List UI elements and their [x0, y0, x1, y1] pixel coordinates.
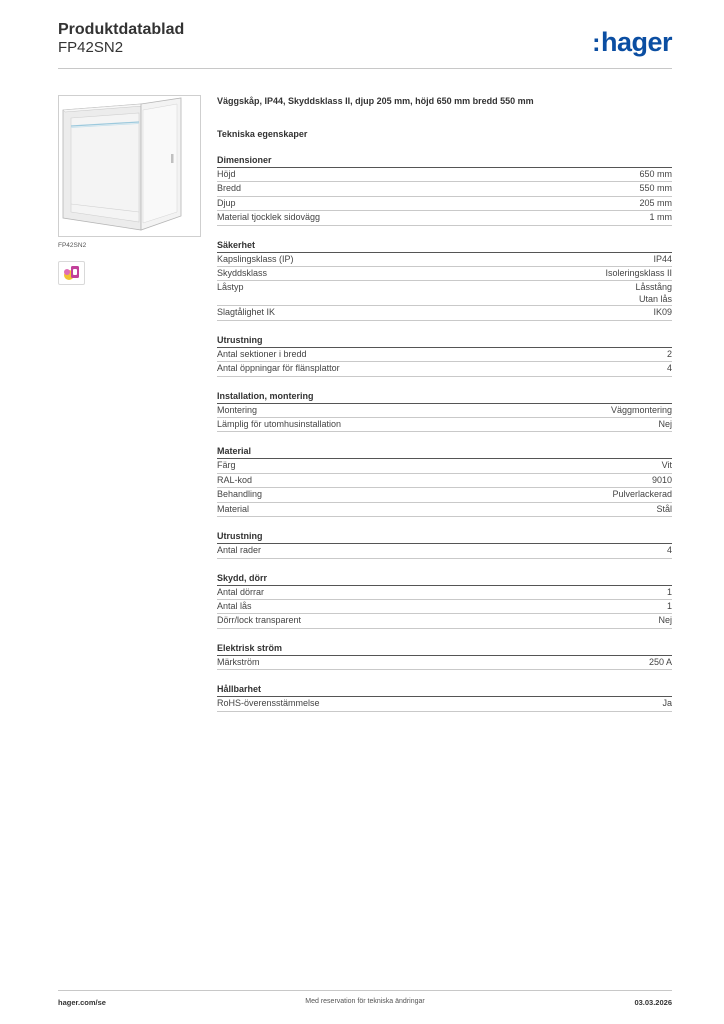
spec-section — [217, 530, 672, 558]
spec-label: Montering — [217, 404, 258, 415]
section-title: Dimensioner — [217, 154, 672, 168]
section-title: Skydd, dörr — [217, 572, 672, 586]
spec-row — [217, 362, 672, 376]
spec-row — [217, 182, 672, 196]
spec-value — [611, 404, 672, 417]
spec-value — [658, 614, 672, 627]
spec-label: Antal rader — [217, 545, 262, 556]
spec-row — [217, 614, 672, 628]
spec-section — [217, 154, 672, 226]
rohs-badge — [58, 261, 85, 285]
spec-section — [217, 572, 672, 629]
spec-label: Material — [217, 503, 250, 514]
spec-value-line: Låsstång — [635, 282, 672, 293]
spec-label: Lämplig för utomhusinstallation — [217, 419, 342, 430]
footer-date: 03.03.2026 — [634, 998, 672, 1007]
spec-row — [217, 600, 672, 614]
spec-value-line: Nej — [658, 615, 672, 626]
spec-row — [217, 459, 672, 473]
spec-label: Låstyp — [217, 282, 244, 293]
section-title: Utrustning — [217, 334, 672, 348]
spec-value — [649, 656, 672, 669]
spec-value-line: 550 mm — [639, 183, 672, 194]
spec-value-line: 650 mm — [639, 169, 672, 179]
spec-value-line: Vit — [661, 460, 672, 471]
section-title: Utrustning — [217, 530, 672, 544]
footer-divider — [58, 990, 672, 991]
spec-row — [217, 586, 672, 600]
spec-value-line: 250 A — [648, 656, 672, 667]
spec-label: Bredd — [217, 183, 242, 194]
spec-value — [605, 267, 672, 280]
spec-value-line: IK09 — [653, 307, 672, 318]
header-divider — [58, 68, 672, 69]
spec-value-line: Ja — [662, 698, 672, 709]
footer-disclaimer: Med reservation för tekniska ändringar — [305, 998, 425, 1005]
spec-value-line: Utan lås — [638, 294, 672, 305]
technical-properties-heading: Tekniska egenskaper — [217, 129, 308, 139]
spec-row — [217, 418, 672, 432]
spec-row — [217, 267, 672, 281]
spec-section — [217, 239, 672, 321]
spec-row — [217, 474, 672, 488]
spec-section — [217, 390, 672, 433]
cabinet-illustration — [59, 96, 200, 236]
spec-value — [662, 697, 672, 710]
spec-value — [653, 306, 672, 319]
spec-value — [667, 600, 672, 613]
spec-value-line: Nej — [658, 419, 672, 430]
spec-label: Dörr/lock transparent — [217, 615, 302, 626]
spec-value — [658, 418, 672, 431]
spec-value-line: 2 — [666, 348, 672, 359]
spec-label: Antal lås — [217, 600, 252, 611]
product-code: FP42SN2 — [58, 39, 124, 56]
spec-value-line: 1 — [666, 600, 672, 611]
spec-value — [667, 348, 672, 361]
spec-sections — [217, 154, 672, 712]
spec-label: Antal dörrar — [217, 586, 265, 597]
spec-section — [217, 642, 672, 670]
spec-value — [656, 503, 672, 516]
spec-row — [217, 488, 672, 502]
technical-data — [217, 95, 672, 712]
spec-row — [217, 404, 672, 418]
image-caption: FP42SN2 — [58, 242, 87, 249]
spec-value — [612, 488, 672, 501]
spec-value — [639, 168, 672, 181]
spec-label: Behandling — [217, 489, 263, 500]
document-title: Produktdatablad — [58, 21, 185, 38]
spec-value-line: 4 — [666, 545, 672, 556]
spec-value-line: 1 mm — [649, 212, 672, 223]
spec-row — [217, 697, 672, 711]
section-title: Installation, montering — [217, 390, 672, 404]
logo-text: hager — [600, 27, 672, 57]
spec-label: Material tjocklek sidovägg — [217, 212, 321, 223]
spec-row — [217, 168, 672, 182]
hager-logo: :hager — [592, 27, 672, 57]
spec-value-line: Stål — [656, 503, 672, 514]
spec-value-line: Pulverlackerad — [612, 489, 672, 500]
spec-value-line: 205 mm — [639, 197, 672, 208]
spec-value — [652, 474, 672, 487]
spec-row — [217, 656, 672, 670]
product-description: Väggskåp, IP44, Skyddsklass II, djup 205 mm, höjd 650 mm bredd 550 mm — [217, 96, 534, 106]
spec-value — [667, 362, 672, 375]
spec-value-line: Väggmontering — [610, 404, 672, 415]
spec-label: Märkström — [217, 656, 260, 667]
spec-value — [639, 197, 672, 210]
spec-label: Kapslingsklass (IP) — [217, 253, 294, 264]
spec-label: RAL-kod — [217, 474, 253, 485]
spec-value-line: Isoleringsklass II — [605, 268, 672, 279]
spec-value — [667, 544, 672, 557]
spec-row — [217, 281, 672, 306]
spec-label: RoHS-överensstämmelse — [217, 698, 320, 709]
section-title: Säkerhet — [217, 239, 672, 253]
page-header — [58, 21, 672, 69]
spec-row — [217, 253, 672, 267]
section-title: Elektrisk ström — [217, 642, 672, 656]
product-image — [58, 95, 201, 237]
spec-value — [662, 459, 672, 472]
spec-row — [217, 544, 672, 558]
footer-website[interactable]: hager.com/se — [58, 998, 106, 1007]
spec-row — [217, 197, 672, 211]
spec-value-line: 9010 — [651, 474, 672, 485]
spec-row — [217, 503, 672, 517]
spec-label: Antal sektioner i bredd — [217, 348, 307, 359]
spec-label: Höjd — [217, 169, 236, 179]
spec-value — [639, 182, 672, 195]
spec-section — [217, 445, 672, 517]
spec-value-line: IP44 — [653, 253, 672, 264]
spec-value — [667, 586, 672, 599]
spec-section — [217, 683, 672, 711]
image-panel — [58, 95, 201, 285]
spec-row — [217, 348, 672, 362]
spec-value — [635, 281, 672, 305]
spec-label: Antal öppningar för flänsplattor — [217, 363, 340, 374]
rohs-icon — [62, 264, 82, 282]
spec-value-line: 1 — [666, 586, 672, 597]
spec-value — [650, 211, 673, 224]
spec-row — [217, 211, 672, 225]
spec-value-line: 4 — [666, 363, 672, 374]
section-title: Material — [217, 445, 672, 459]
spec-value — [653, 253, 672, 266]
spec-label: Slagtålighet IK — [217, 307, 276, 318]
spec-label: Färg — [217, 460, 236, 471]
spec-row — [217, 306, 672, 320]
page-footer — [58, 998, 672, 1010]
spec-label: Djup — [217, 197, 236, 208]
spec-section — [217, 334, 672, 377]
spec-label: Skyddsklass — [217, 268, 268, 279]
section-title: Hållbarhet — [217, 683, 672, 697]
